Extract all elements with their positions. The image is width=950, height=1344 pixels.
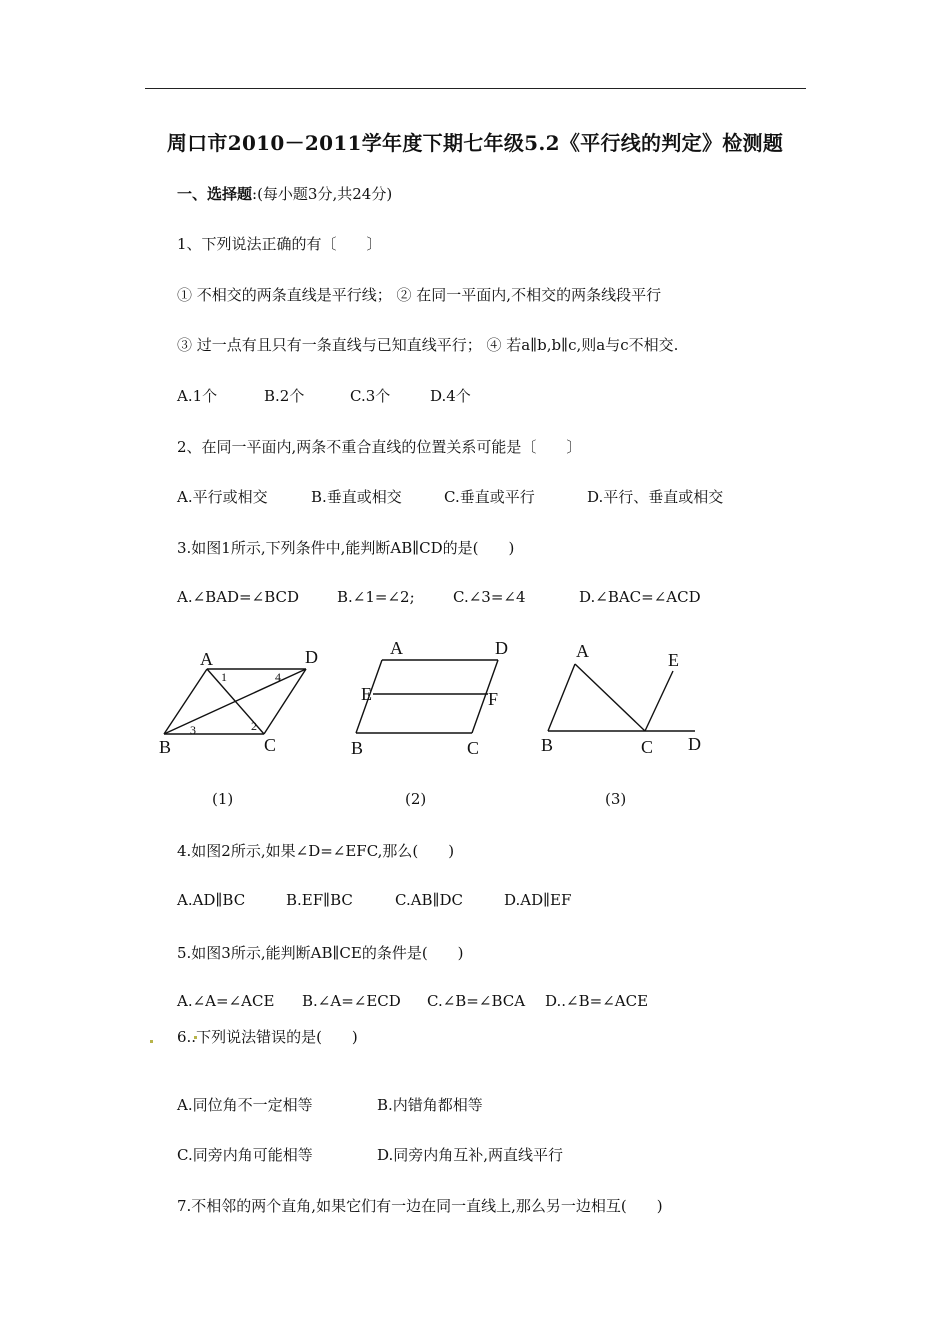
figure-3-caption: (3) [605,790,627,808]
option-a: A.AD∥BC [177,891,246,909]
option-d: D..∠B=∠ACE [545,992,649,1010]
section-note: :(每小题3分,共24分) [252,185,393,203]
question-1-options [177,385,471,406]
option-b: B.2个 [264,387,305,405]
question-1-statement-1: ① 不相交的两条直线是平行线； ② 在同一平面内,不相交的两条线段平行 [177,286,662,304]
label-c: C [467,738,480,758]
question-2-options [177,486,723,507]
option-c: C.同旁内角可能相等 [177,1146,313,1164]
label-b: B [159,737,172,757]
label-b: B [541,735,554,755]
question-7-stem: 7.不相邻的两个直角,如果它们有一边在同一直线上,那么另一边相互( ) [177,1197,663,1215]
angle-4-label: 4 [275,670,281,684]
label-e: E [668,650,679,670]
page-title: 周口市2010－2011学年度下期七年级5.2《平行线的判定》检测题 [166,131,784,155]
option-d: D.平行、垂直或相交 [587,488,724,506]
option-c: C.AB∥DC [395,891,463,909]
option-d: D.同旁内角互补,两直线平行 [377,1146,564,1164]
label-d: D [495,638,508,658]
figure-3-triangle [535,636,710,766]
question-2-stem: 2、在同一平面内,两条不重合直线的位置关系可能是〔 〕 [177,438,582,456]
option-b: B.EF∥BC [286,891,353,909]
figure-2-parallelogram [345,632,525,762]
label-a: A [200,649,213,669]
option-c: C.∠B=∠BCA [427,992,526,1010]
section-label: 一、选择题 [177,185,253,203]
angle-1-label: 1 [221,670,227,684]
option-b: B.垂直或相交 [311,488,402,506]
option-c: C.∠3=∠4 [453,588,526,606]
label-d: D [688,734,701,754]
question-3-stem: 3.如图1所示,下列条件中,能判断AB∥CD的是( ) [177,539,515,557]
option-d: D.4个 [430,387,471,405]
question-3-options [177,588,701,606]
figure-2-caption: (2) [405,790,427,808]
option-b: B.∠A=∠ECD [302,992,401,1010]
question-4-stem: 4.如图2所示,如果∠D=∠EFC,那么( ) [177,842,455,860]
label-a: A [390,638,403,658]
label-c: C [264,735,277,755]
segment-ce [645,671,673,731]
question-6-options-row-1 [177,1094,483,1115]
section-heading [177,183,392,204]
option-b: B.内错角都相等 [377,1096,483,1114]
question-5-options [177,992,648,1010]
option-a: A.∠A=∠ACE [177,992,275,1010]
angle-2-label: 2 [251,719,257,733]
figure-1-caption: (1) [212,790,234,808]
question-5-stem: 5.如图3所示,能判断AB∥CE的条件是( ) [177,944,464,962]
option-d: D.∠BAC=∠ACD [579,588,701,606]
label-b: B [351,738,364,758]
question-6-stem: 6..下列说法错误的是( ) [177,1028,358,1046]
question-1-statement-2: ③ 过一点有且只有一条直线与已知直线平行； ④ 若a∥b,b∥c,则a与c不相交. [177,336,679,354]
option-c: C.3个 [350,387,391,405]
segment-ab [548,664,575,731]
option-a: A.∠BAD=∠BCD [177,588,299,606]
question-4-options [177,891,571,909]
figure-1-parallelogram [150,640,330,760]
label-a: A [576,641,589,661]
option-d: D.AD∥EF [504,891,572,909]
label-f: F [488,689,499,709]
header-rule [145,88,806,89]
option-a: A.平行或相交 [177,488,268,506]
option-c: C.垂直或平行 [444,488,535,506]
label-d: D [305,647,318,667]
label-e: E [361,684,372,704]
segment-ac [575,664,645,731]
option-a: A.同位角不一定相等 [177,1096,313,1114]
margin-mark [150,1040,153,1043]
question-6-options-row-2 [177,1144,563,1165]
option-b: B.∠1=∠2; [337,588,415,606]
label-c: C [641,737,654,757]
angle-3-label: 3 [190,723,196,737]
question-1-stem: 1、下列说法正确的有〔 〕 [177,235,382,253]
option-a: A.1个 [177,387,218,405]
